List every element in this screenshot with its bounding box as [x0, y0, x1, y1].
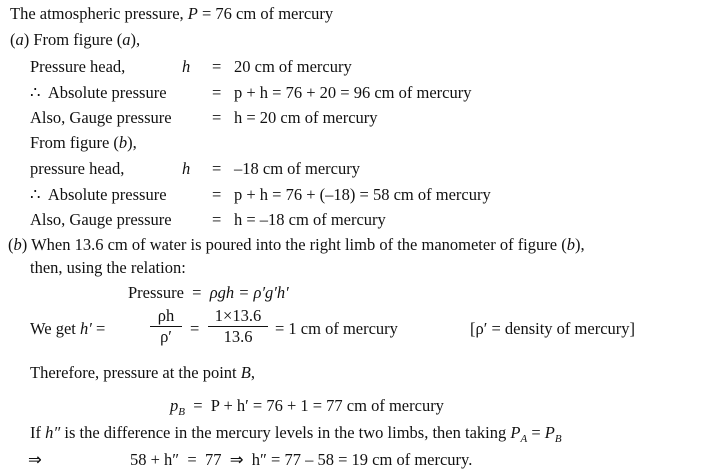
pb-line: [170, 396, 444, 422]
note: [ρ′ = density of mercury]: [470, 319, 636, 338]
label: ∴ Absolute pressure: [30, 83, 167, 102]
label: Pressure head,: [30, 57, 126, 76]
text: B: [240, 363, 251, 382]
value: p + h = 76 + 20 = 96 cm of mercury: [234, 83, 472, 102]
label: Also, Gauge pressure: [30, 108, 172, 127]
text: =: [527, 423, 545, 442]
symbol: P: [544, 423, 555, 442]
subscript: B: [178, 406, 185, 418]
text: (: [8, 235, 14, 254]
text: a: [15, 30, 24, 49]
equals: =: [212, 57, 222, 76]
value: 20 cm of mercury: [234, 57, 352, 76]
numerator: ρh: [150, 306, 182, 327]
text: b: [13, 235, 22, 254]
text: If: [30, 423, 46, 442]
value: p + h = 76 + (–18) = 58 cm of mercury: [234, 185, 491, 204]
part-b-heading: [8, 235, 585, 255]
value: –18 cm of mercury: [234, 159, 360, 178]
text: Pressure =: [128, 283, 210, 302]
text: (: [10, 30, 16, 49]
symbol: h: [182, 159, 191, 178]
text: = P + h′ = 76 + 1 = 77 cm of mercury: [184, 396, 444, 415]
implies-arrow: ⇒: [28, 450, 42, 469]
text: From figure (: [30, 133, 119, 152]
relation: [128, 283, 289, 303]
subscript: A: [520, 433, 528, 445]
text: ,: [250, 363, 255, 382]
intro-line: [10, 4, 333, 24]
text: b: [118, 133, 128, 152]
text: a: [122, 30, 131, 49]
therefore-line: [30, 363, 255, 383]
text: then, using the relation:: [30, 258, 186, 277]
value: h = –18 cm of mercury: [234, 210, 386, 229]
symbol: h″: [45, 423, 61, 442]
text: ),: [127, 133, 137, 152]
denominator: ρ′: [160, 327, 172, 346]
part-a-heading: [10, 30, 140, 50]
text: We get: [30, 319, 80, 338]
denominator: 13.6: [223, 327, 253, 346]
fraction: [208, 306, 268, 347]
equals: =: [212, 210, 222, 229]
symbol: P: [510, 423, 521, 442]
text: = 76 cm of mercury: [197, 4, 334, 23]
equals: =: [91, 319, 106, 338]
equals: =: [212, 159, 222, 178]
label: Also, Gauge pressure: [30, 210, 172, 229]
text: Therefore, pressure at the point: [30, 363, 241, 382]
symbol: p: [170, 396, 179, 415]
formula: ρgh = ρ′g′h′: [209, 283, 289, 302]
text: ) From figure (: [23, 30, 123, 49]
symbol: P: [187, 4, 198, 23]
label: pressure head,: [30, 159, 125, 178]
equals: =: [212, 185, 222, 204]
equals: =: [212, 108, 222, 127]
symbol: h: [182, 57, 191, 76]
numerator: 1×13.6: [208, 306, 268, 327]
fraction: [150, 306, 182, 347]
text: ),: [130, 30, 141, 49]
if-line: [30, 423, 562, 449]
equals: =: [190, 319, 200, 338]
symbol: h′: [79, 319, 92, 338]
text: ) When 13.6 cm of water is poured into the right limb of the manometer of figure (: [21, 235, 567, 254]
text: The atmospheric pressure,: [10, 4, 188, 23]
label: ∴ Absolute pressure: [30, 185, 167, 204]
result: = 1 cm of mercury: [275, 319, 398, 338]
value: h = 20 cm of mercury: [234, 108, 378, 127]
final-result: 58 + h″ = 77 ⇒ h″ = 77 – 58 = 19 cm of mercury.: [130, 450, 473, 469]
text: b: [566, 235, 575, 254]
fig-b-heading: [30, 133, 137, 153]
text: ),: [574, 235, 585, 254]
equals: =: [212, 83, 222, 102]
subscript: B: [554, 433, 562, 445]
we-get: [30, 319, 105, 339]
text: is the difference in the mercury levels in the two limbs, then taking: [60, 423, 511, 442]
